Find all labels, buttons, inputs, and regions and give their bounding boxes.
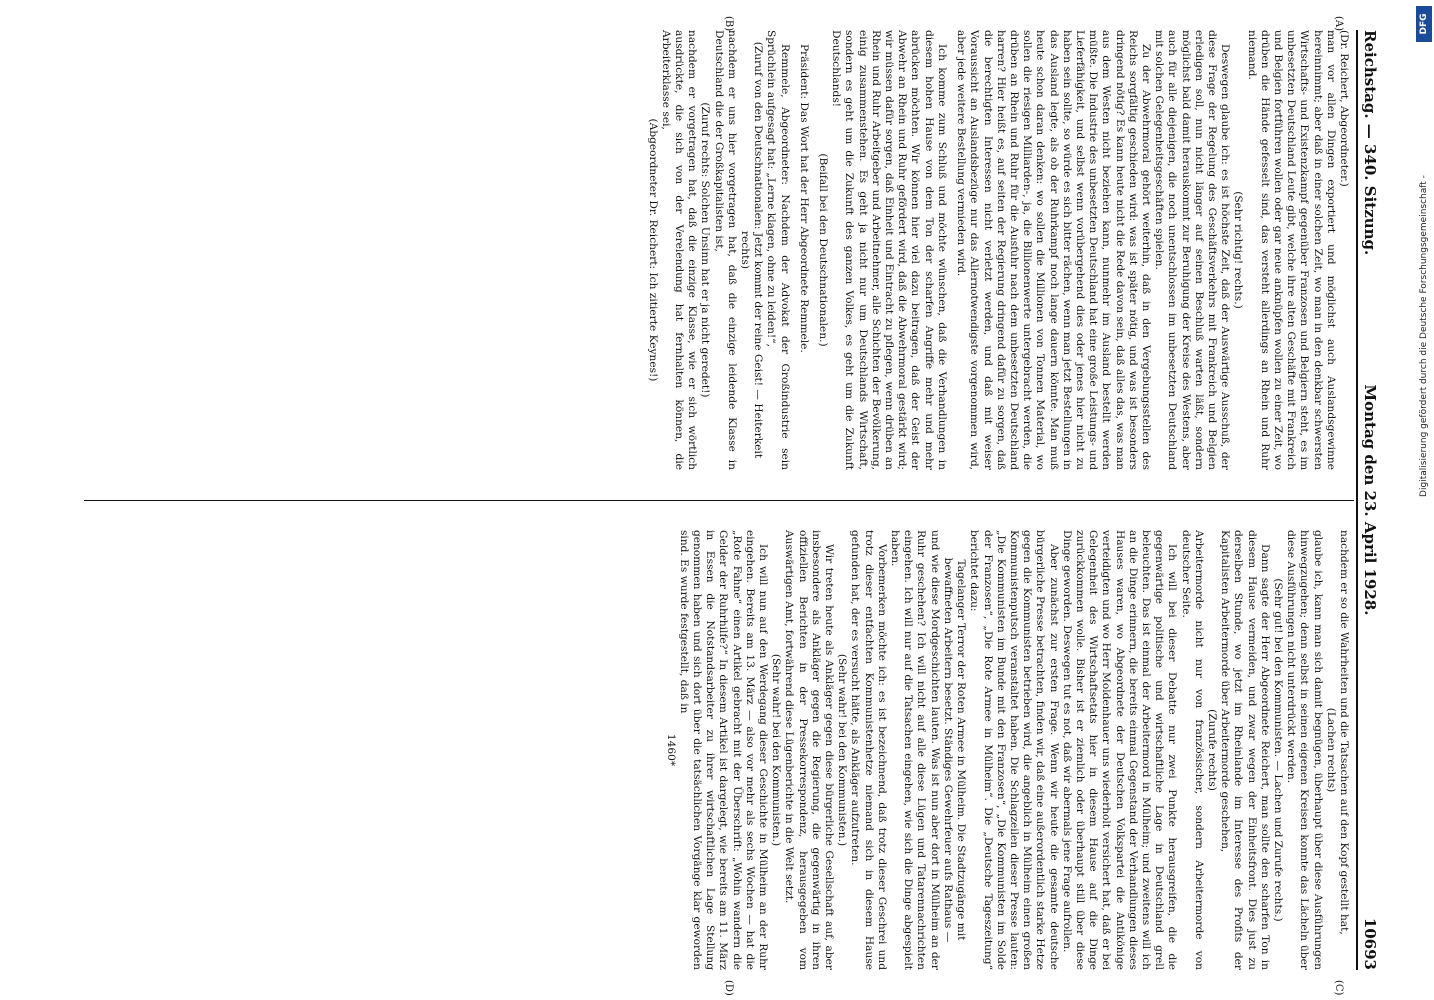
paragraph: Ich will bei dieser Debatte nur zwei Punkte herausgreifen, die die gegenwärtige politische und wirtschaftliche Lage in Deutschland grell beleuchten. Das ist einmal der Arbeitermord in Mülheim; und zweitens will ich an die Dinge erinnern, die bereits einmal Gegenstand der Verhandlungen dieses Hauses waren, wo Abgeordnete der Deutschen Volkspartei die Antikönige verteidigten und wo Herr Moldenhauer uns wiederholt versichert hat, daß er bei Gelegenheit des Wirtschaftsetats hier in diesem Hause auf die Dinge zurückkommen wolle. Bisher ist er ziemlich oder überhaupt still über diese Dinge geworden. Deswegen tut es not, daß wir abermals jene Frage aufrollen. bbox=[1060, 530, 1179, 970]
paragraph: und wie diese Mordgeschichten lauten. Was ist nun aber dort in Mülheim an der Ruhr geschehen? Ich will nicht auf alle diese Lügen und Tatarennachrichten eingehen. Ich will nur auf die Tatsachen eingehen, wie sich die Dinge abgespielt haben. bbox=[889, 530, 941, 970]
paragraph: man vor allen Dingen exportiert und möglichst auch Auslandsgewinne hereinnimmt; aber daß in einer solchen Zeit, wo man in den denkbar schwersten Wirtschafts- und Existenzkampf gegenüber Franzosen und Belgiern steht, es im unbesetzten Deutschland Leute gibt, welche ihre alten Geschäfte mit Frankreich und Belgien fortführen wollen oder gar neue anknüpfen wollen zu einer Zeit, wo drüben die Hände gefesselt sind, das versteht allerdings an Rhein und Ruhr niemand. bbox=[1245, 30, 1337, 470]
interjection: (Beifall bei den Deutschnationalen.) bbox=[817, 153, 830, 347]
dfg-logo-text: DFG bbox=[1419, 13, 1429, 35]
interjection: (Abgeordneter Dr. Reichert: Ich zitierte Keynes!) bbox=[646, 118, 659, 382]
left-column bbox=[90, 30, 1350, 470]
paragraph: nachdem er uns hier vorgetragen hat, daß die einzige leidende Klasse in Deutschland die der Großkapitalisten ist, bbox=[712, 30, 738, 470]
interjection: (Sehr richtig! rechts.) bbox=[1232, 191, 1245, 309]
interjection: (Lachen rechts) bbox=[1324, 707, 1337, 793]
interjection: (Sehr wahr! bei den Kommunisten.) bbox=[770, 653, 783, 847]
speaker-label: (Dr. Reichert, Abgeordneter.) bbox=[1338, 30, 1350, 187]
paragraph: Deswegen glaube ich: es ist höchste Zeit, daß der Auswärtige Ausschuß, der diese Frage der Regelung des Geschäftsverkehrs mit Frankreich und Belgien erledigen soll, nun nicht länger auf seinen Beschluß warten läßt, sondern möglichst bald damit herauskommt zur Beruhigung der Kreise des Westens, aber auch für alle diejenigen, die noch unentschlossen im unbesetzten Deutschland mit solchen Gelegenheitsgeschäften spielen. bbox=[1153, 30, 1232, 470]
margin-marker-d: (D) bbox=[723, 980, 734, 996]
paragraph: Vorbemerken möchte ich: es ist bezeichnend, daß trotz dieser Geschrei und trotz dieser entfachten Kommunistenhetze niemand sich in diesem Hause gefunden hat, der es versucht hätte, als Ankläger aufzutreten. bbox=[849, 530, 888, 970]
interjection: (Zuruf von den Deutschnationalen: Jetzt kommt der reine Geist! — Heiterkeit rechts) bbox=[739, 41, 765, 459]
paragraph: Arbeitermorde nicht nur von französischer, sondern Arbeitermorde von deutscher Seite. bbox=[1179, 530, 1205, 970]
column-divider bbox=[84, 500, 1354, 501]
interjection: (Sehr wahr! bei den Kommunisten.) bbox=[836, 653, 849, 847]
margin-marker-c: (C) bbox=[1333, 980, 1344, 996]
paragraph: Aber zunächst zur ersten Frage. Wenn wir heute die gesamte deutsche bürgerliche Presse betrachten, finden wir, daß eine außerordentlich starke Hetze gegen die Kommunisten betrieben wird, die angeblich in Mülheim einen großen Kommunistenputsch veranstaltet haben. Die Schlagzeilen dieser Presse lauten: „Die Kommunisten im Bunde mit den Franzosen“, „Die Kommunisten im Solde der Franzosen“, „Die Rote Armee in Mülheim“. Die „Deutsche Tageszeitung“ berichtet dazu: bbox=[968, 530, 1060, 970]
quotation: Tagelanger Terror der Roten Armee in Mülheim. Die Stadtzugänge mit bewaffneten Arbeitern besetzt. Ständiges Gewehrfeuer aufs Rathaus — bbox=[941, 557, 968, 943]
digitization-notice: Digitalisierung gefördert durch die Deutsche Forschungsgemeinschaft - bbox=[1419, 175, 1429, 497]
dfg-logo-icon bbox=[1416, 6, 1432, 42]
footer-mark: 1460* bbox=[664, 733, 677, 767]
paragraph: Ich komme zum Schluß und möchte wünschen, daß die Verhandlungen in diesem hohen Hause von dem Ton der scharfen Angriffe mehr und mehr abrücken möchten. Wir können hier viel dazu beitragen, daß der Geist der Abwehr an Rhein und Ruhr gefördert wird, daß die Abwehrmoral gestärkt wird; wir müssen dafür sorgen, daß Einheit und Eintracht zu pflegen, wenn drüben an Rhein und Ruhr Arbeitgeber und Arbeitnehmer, alle Schichten der Bevölkerung, einig zusammenstehen. Es geht ja nicht nur um Deutschlands Wirtschaft, sondern es geht um die Zukunft des ganzen Volkes, es geht um die Zukunft Deutschlands! bbox=[830, 30, 948, 470]
right-column bbox=[90, 530, 1350, 970]
interjection: (Zuruf rechts: Solchen Unsinn hat er ja nicht geredet!) bbox=[699, 102, 712, 398]
interjection: (Zurufe rechts) bbox=[1205, 709, 1218, 791]
paragraph: nachdem er so die Wahrheiten und die Tatsachen auf den Kopf gestellt hat, bbox=[1338, 530, 1350, 935]
page-header bbox=[1356, 30, 1382, 970]
header-left: Reichstag. — 340. Sitzung. bbox=[1361, 30, 1379, 256]
header-date: Montag den 23. April 1928. bbox=[1361, 384, 1379, 616]
paragraph: Wir treten heute als Ankläger gegen diese bürgerliche Gesellschaft auf, aber insbesondere als Ankläger gegen die Regierung, die gegenwärtig in ihren offiziellen Berichten in der Pressekorrespondenz, herausgegeben vom Auswärtigen Amt, fortwährend diese Lügenberichte in die Welt setzt. bbox=[783, 530, 836, 970]
paragraph: Zu der Abwehrmoral gehört weiterhin, daß in den Vergebungsstellen des Reichs sorgfältig geschieden wird: was ist später nötig, und was ist besonders dringend nötig? Es kann heute nicht die Rede davon sein, daß alles das, was man aus dem Westen nicht beziehen kann, nunmehr im Ausland bestellt werden müßte. Die Industrie des unbesetzten Deutschland hat eine große Leistungs- und Lieferfähigkeit, und selbst wenn vorübergehend dies oder jenes hier nicht zu haben sein sollte, so würde es sich bitter rächen, wenn man jetzt Bestellungen in das Ausland legte, als ob der Ruhrkampf noch lange dauern könnte. Man muß heute schon daran denken: wo sollen die Millionen von Tonnen Material, wo sollen die riesigen Milliarden-, ja, die Billionenwerte untergebracht werden, die drüben an Rhein und Ruhr für die Ausfuhr nach dem unbesetzten Deutschland harren? Hier heißt es, auf seiten der Regierung dringend dafür zu sorgen, daß die berechtigten Interessen nicht verletzt werden, und daß mit weiser Voraussicht an Auslandsbezüge nur das Allernotwendigste vorgenommen wird, aber jede weitere Bestellung vermieden wird. bbox=[955, 30, 1152, 470]
paragraph: glaube ich, kann man sich damit begnügen, überhaupt über diese Ausführungen hinwegzugehen; denn selbst in seinen eigenen Kreisen konnte das Lächeln über diese Ausführungen nicht unterdrückt werden. bbox=[1285, 530, 1324, 970]
margin-marker-a: (A) bbox=[1333, 16, 1344, 32]
margin-marker-b: (B) bbox=[723, 16, 734, 32]
paragraph: Dann sagte der Herr Abgeordnete Reichert, man sollte den scharfen Ton in diesem Hause vermeiden, und zwar wegen der Einheitsfront. Dies just zu derselben Stunde, wo jetzt im Rheinlande im Interesse des Profits der Kapitalisten Arbeitermorde über Arbeitermorde geschehen, bbox=[1219, 530, 1271, 970]
digitization-sidebar bbox=[1416, 6, 1432, 996]
page-number: 10693 bbox=[1361, 917, 1379, 970]
paragraph: Remmele, Abgeordneter: Nachdem der Advokat der Großindustrie sein Sprüchlein aufgesagt hat: „Lerne klagen, ohne zu leiden!“, bbox=[765, 30, 791, 470]
paragraph: nachdem er vorgetragen hat, daß die einzige Klasse, wie er sich wörtlich ausdrückte, die sich von der Verelendung hat fernhalten können, die Arbeiterklasse sei, bbox=[659, 30, 699, 470]
president-statement: Präsident: Das Wort hat der Herr Abgeordnete Remmele. bbox=[797, 44, 810, 353]
interjection: (Sehr gut! bei den Kommunisten. — Lachen und Zurufe rechts.) bbox=[1271, 578, 1284, 922]
paragraph: Ich will nun auf den Werdegang dieser Geschichte in Mülheim an der Ruhr eingehen. Bereits am 13. März — also vor mehr als sechs Wochen — hat die „Rote Fahne“ einen Artikel gebracht mit der Überschrift: „Wohin wandern die Gelder der Ruhrhilfe?“ In diesem Artikel ist dargelegt, wie bereits am 11. März in Essen die Notstandsarbeiter zu ihrer wirtschaftlichen Lage Stellung genommen haben und sich dort über die tatsächlichen Vorgänge klar geworden sind. Es wurde festgestellt, daß in bbox=[677, 530, 770, 970]
